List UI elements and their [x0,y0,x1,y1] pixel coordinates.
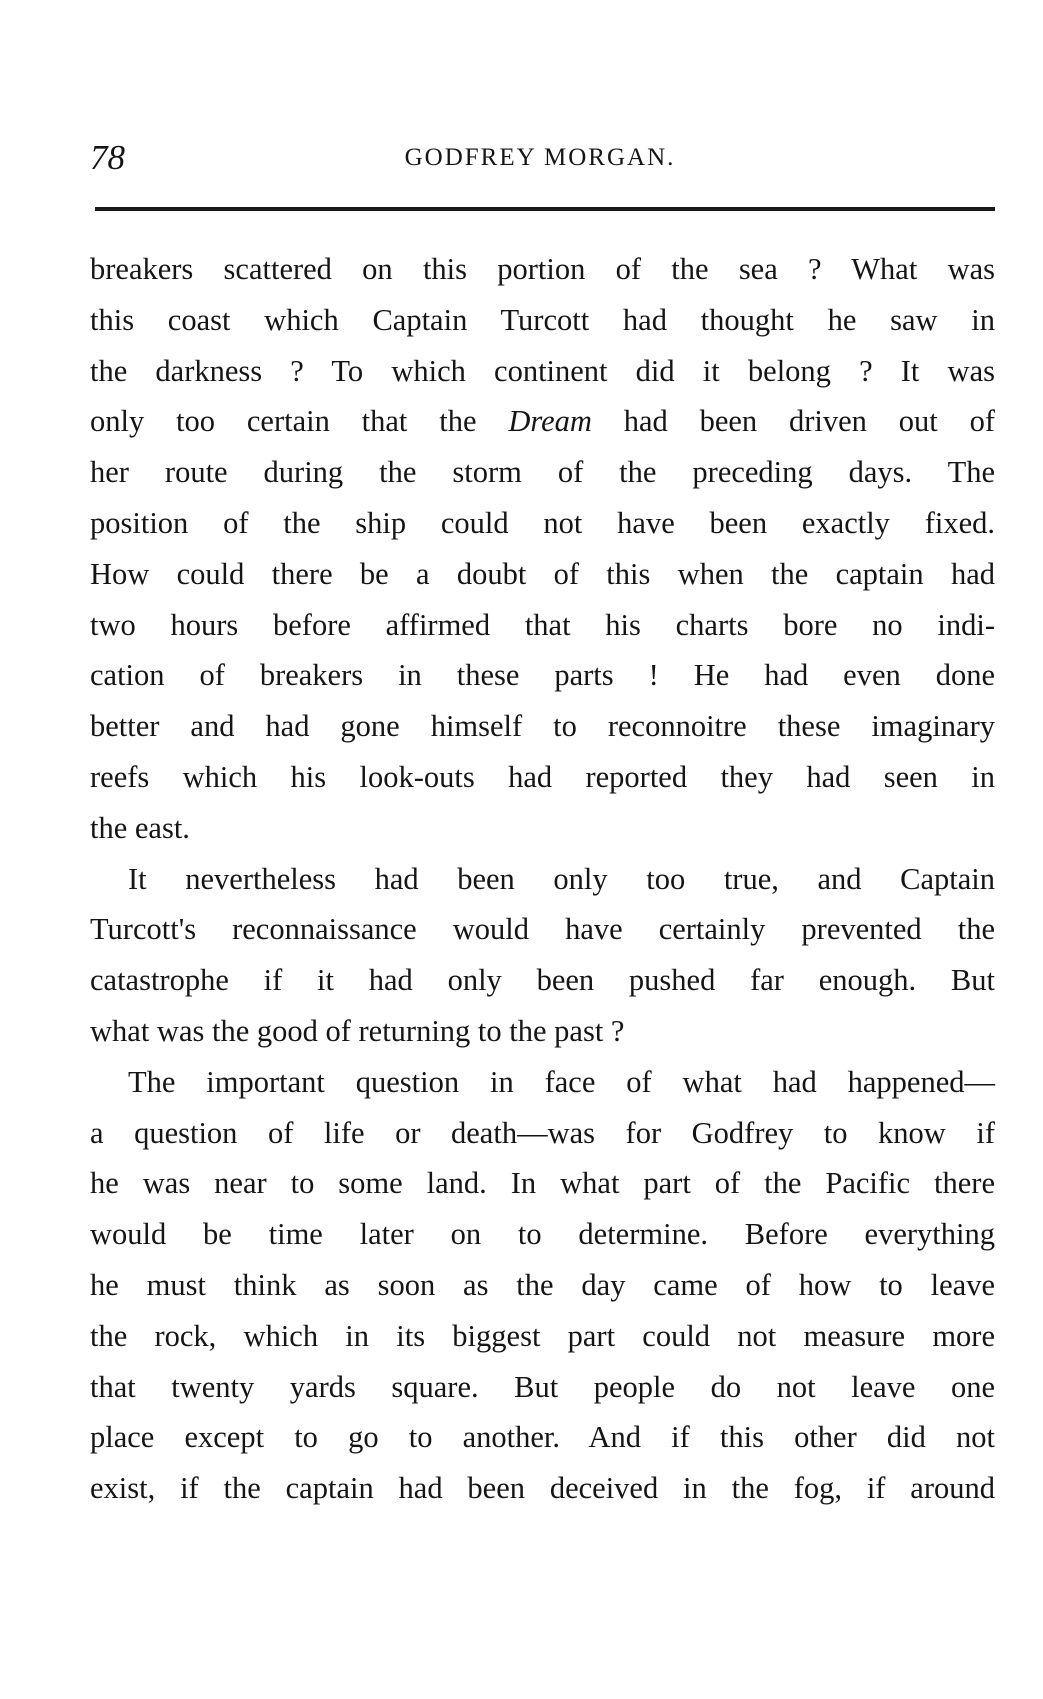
text-line: position of the ship could not have been exactly fixed. [90,505,995,540]
page-header [90,138,990,178]
paragraph [90,854,995,1057]
paragraph [90,1057,995,1514]
text-line: Turcott's reconnaissance would have certainly prevented the [90,912,995,947]
ship-name-italic: Dream [508,404,592,439]
page-number: 78 [90,138,125,177]
text-line: reefs which his look-outs had reported they had seen in [90,759,995,794]
text-span: only too certain that the [90,404,509,439]
text-line: cation of breakers in these parts ! He had even done [90,658,995,693]
running-title: GODFREY MORGAN. [404,144,676,171]
text-line: better and had gone himself to reconnoitre these imaginary [90,709,995,744]
text-span: had been driven out of [591,404,995,439]
text-line: two hours before affirmed that his charts bore no indi- [90,607,995,642]
text-line: a question of life or death—was for Godfrey to know if [90,1115,995,1150]
text-line: the east. [90,810,190,845]
text-line: place except to go to another. And if this other did not [90,1420,995,1455]
text-line: her route during the storm of the preceding days. The [90,455,995,490]
text-line [90,396,995,447]
text-line: exist, if the captain had been deceived in the fog, if around [90,1471,995,1506]
header-rule [95,207,995,211]
text-line: It nevertheless had been only too true, and Captain [128,861,995,896]
text-line: he must think as soon as the day came of how to leave [90,1267,995,1302]
text-line: catastrophe if it had only been pushed far enough. But [90,963,995,998]
text-line: that twenty yards square. But people do not leave one [90,1369,995,1404]
text-line: this coast which Captain Turcott had thought he saw in [90,302,995,337]
text-line: he was near to some land. In what part of the Pacific there [90,1166,995,1201]
text-line: How could there be a doubt of this when the captain had [90,556,995,591]
text-line: The important question in face of what had happened— [128,1064,995,1099]
text-line: breakers scattered on this portion of the sea ? What was [90,252,995,286]
paragraph [90,244,995,854]
text-line: would be time later on to determine. Before everything [90,1217,995,1252]
text-line: the darkness ? To which continent did it belong ? It was [90,353,995,388]
text-line: the rock, which in its biggest part could not measure more [90,1318,995,1353]
body-text [90,244,995,1514]
text-line: what was the good of returning to the past ? [90,1013,625,1048]
